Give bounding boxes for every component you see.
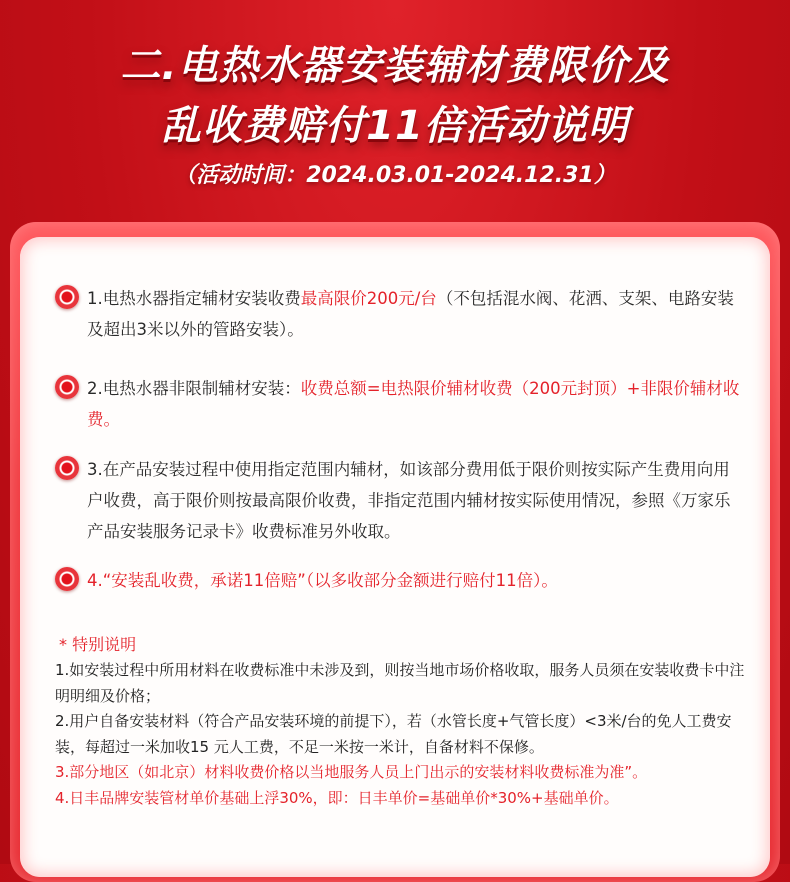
special-notes xyxy=(55,634,755,811)
rule-item-1 xyxy=(55,283,745,345)
rule-2-text: 2.电热水器非限制辅材安装： xyxy=(87,379,301,398)
red-dot-bullet-icon xyxy=(55,456,79,480)
rule-item-3 xyxy=(55,454,745,547)
activity-time: （活动时间：2024.03.01-2024.12.31） xyxy=(174,163,616,188)
rule-1-exclusions: （不包括混水阀、花洒、支架、电路安装及超出3米以外的管路安装）。 xyxy=(87,289,734,339)
rule-2-formula: 收费总额=电热限价辅材收费（200元封顶）+非限价辅材收费。 xyxy=(87,379,740,429)
note-line-2: 2.用户自备安装材料（符合产品安装环境的前提下），若（水管长度+气管长度）<3米/台的免人工费安装，每超过一米加收15 元人工费，不足一米按一米计，自备材料不保修。 xyxy=(55,712,732,756)
rule-3-text: 3.在产品安装过程中使用指定范围内辅材，如该部分费用低于限价则按实际产生费用向用户收费，高于限价则按最高限价收费，非指定范围内辅材按实际使用情况，参照《万家乐产品安装服务记录卡》收费标准另外收取。 xyxy=(87,460,731,541)
page-title-line-2: 乱收费赔付11倍活动说明 xyxy=(161,103,629,149)
red-dot-bullet-icon xyxy=(55,375,79,399)
page-title-line-1: 二.电热水器安装辅材费限价及 xyxy=(120,43,670,89)
note-line-4: 4.日丰品牌安装管材单价基础上浮30%，即：日丰单价=基础单价*30%+基础单价。 xyxy=(55,788,619,807)
rule-4-text: 4.“安装乱收费，承诺11倍赔”（以多收部分金额进行赔付11倍）。 xyxy=(87,571,558,590)
red-dot-bullet-icon xyxy=(55,285,79,309)
red-dot-bullet-icon xyxy=(55,567,79,591)
rule-item-2 xyxy=(55,373,745,435)
rule-item-4 xyxy=(55,565,745,596)
rule-1-text: 1.电热水器指定辅材安装收费 xyxy=(87,289,301,308)
note-line-1: 1.如安装过程中所用材料在收费标准中未涉及到，则按当地市场价格收取，服务人员须在安装收费卡中注明明细及价格； xyxy=(55,661,745,705)
note-line-3: 3.部分地区（如北京）材料收费价格以当地服务人员上门出示的安装材料收费标准为准”。 xyxy=(55,763,648,781)
special-notes-title: * 特别说明 xyxy=(59,635,137,654)
rule-1-price-cap: 最高限价200元/台 xyxy=(300,289,437,308)
